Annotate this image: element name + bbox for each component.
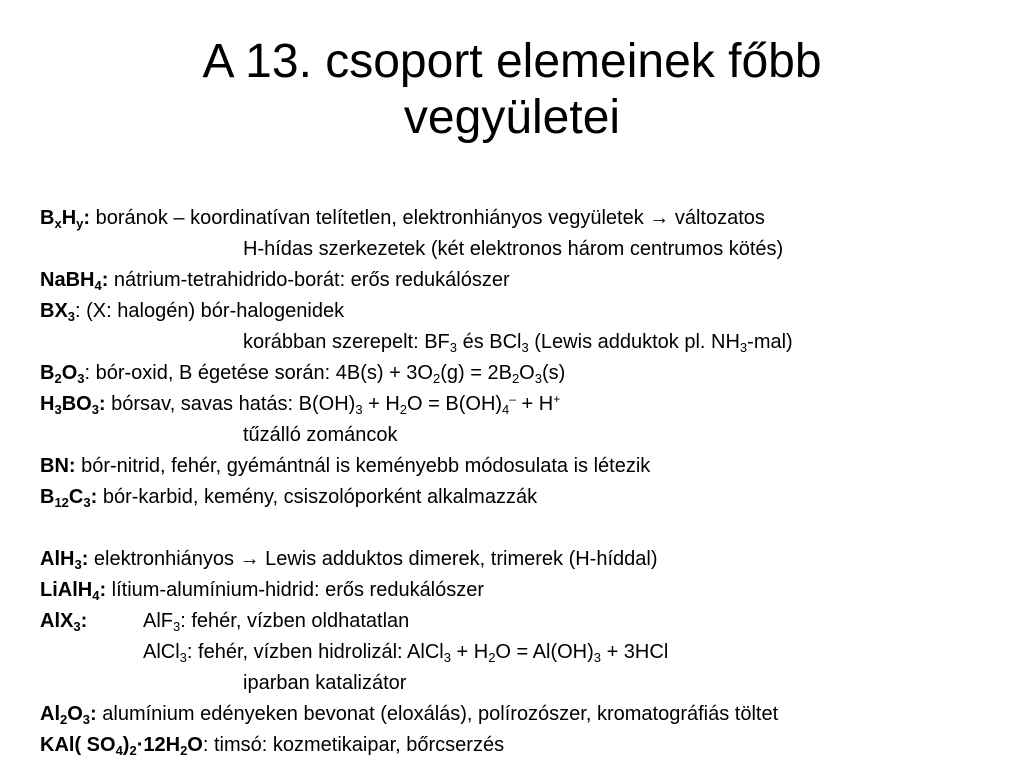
description: : (X: halogén) bór-halogenidek xyxy=(75,300,345,322)
formula-alh3: AlH$_3$: xyxy=(40,548,89,572)
line-nabh4 xyxy=(40,268,510,292)
line-h3bo3: $H_3BO_3$: bórsav, savas hatás: $B(OH)_3 + H_2O = B(OH)_4^- + H^+$ xyxy=(40,392,561,417)
formula-alum: KAl( $SO_4)_2\cdot 12H_2O$ xyxy=(40,734,203,758)
line-b2o3: $B_2O_3$: bór-oxid, B égetése során: $4B(s) + 3O_2(g) = 2B_2O_3(s)$ xyxy=(40,362,566,386)
line-al2o3 xyxy=(40,702,778,726)
title-line-2: vegyületei xyxy=(403,91,621,144)
description: : timsó: kozmetikaipar, bőrcserzés xyxy=(202,734,505,756)
slide-title xyxy=(0,34,1024,146)
description: boránok – koordinatívan telítetlen, elektronhiányos vegyületek → változatos xyxy=(90,207,765,229)
line-bx3 xyxy=(40,299,344,323)
formula-nabh4: NaBH$_4$: xyxy=(40,269,109,293)
formula-bx3: $BX_3$ xyxy=(40,300,76,324)
line-bxhy-continuation: H-hídas szerkezetek (két elektronos három centrumos kötés) xyxy=(243,238,784,260)
line-b12c3 xyxy=(40,485,537,509)
formula-bn: BN: xyxy=(40,455,76,477)
line-bx3-continuation: korábban szerepelt: $BF_3$ és BCl$_3$ (Lewis adduktok pl. $NH_3-mal$) xyxy=(243,331,793,355)
description: alumínium edényeken bevonat (eloxálás), polírozószer, kromatográfiás töltet xyxy=(96,703,779,725)
line-alum xyxy=(40,733,504,757)
formula-lialh4: LiAlH$_4$: xyxy=(40,579,107,603)
line-bxhy xyxy=(40,206,765,230)
formula-b12c3: $B_{12}C_3$: xyxy=(40,486,98,510)
description: nátrium-tetrahidrido-borát: erős redukálószer xyxy=(108,269,510,291)
formula-h3bo3: $H_3BO_3$: xyxy=(40,393,106,417)
line-alf3: AlF$_3$: fehér, vízben oldhatatlan xyxy=(143,610,410,634)
formula-alx3: AlX$_3$: xyxy=(40,610,88,634)
description: lítium-alumínium-hidrid: erős redukálószer xyxy=(106,579,485,601)
formula-b2o3: $B_2O_3$ xyxy=(40,362,85,386)
line-alcl3: AlCl$_3$: fehér, vízben hidrolizál: AlCl$_3$ + $H_2O = Al(OH)_3 + 3HCl$ xyxy=(143,641,669,665)
line-bn xyxy=(40,454,650,478)
description: elektronhiányos → Lewis adduktos dimerek, trimerek (H-híddal) xyxy=(88,548,658,570)
line-lialh4 xyxy=(40,578,484,602)
description: bór-karbid, kemény, csiszolóporként alkalmazzák xyxy=(97,486,538,508)
formula-bxhy: $B_xH_y$: xyxy=(40,207,91,231)
title-line-1: A 13. csoport elemeinek főbb xyxy=(202,35,822,88)
formula-al2o3: $Al_2O_3$: xyxy=(40,703,97,727)
line-alx3 xyxy=(40,609,87,633)
line-alcl3-continuation: iparban katalizátor xyxy=(243,672,407,694)
line-alh3 xyxy=(40,547,657,571)
description: bór-nitrid, fehér, gyémántnál is keményebb módosulata is létezik xyxy=(75,455,651,477)
line-h3bo3-continuation: tűzálló zománcok xyxy=(243,424,398,446)
